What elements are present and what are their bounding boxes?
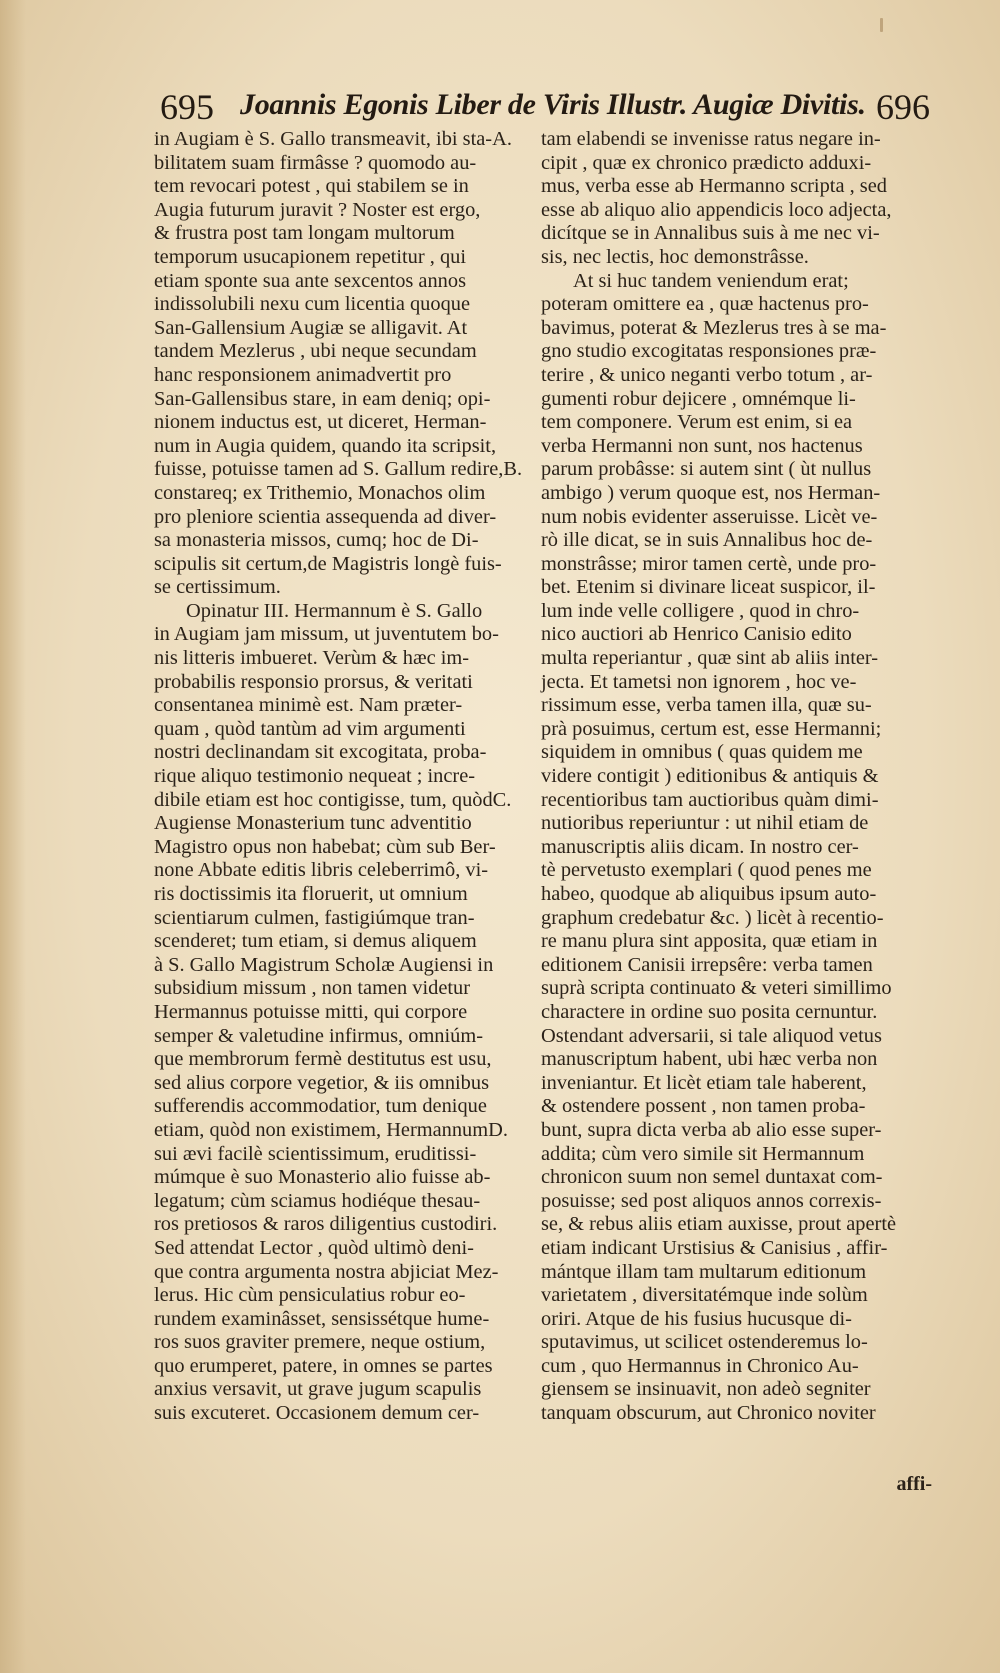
text-line: tanquam obscurum, aut Chronico noviter (541, 1402, 876, 1425)
text-line: bet. Etenim si divinare liceat suspicor, il- (541, 576, 876, 599)
text-line: habeo, quodque ab aliquibus ipsum auto- (541, 883, 877, 905)
text-line: rundem examinâsset, sensissétque hume- (154, 1307, 490, 1330)
text-line: quo erumperet, patere, in omnes se partes (154, 1354, 493, 1377)
text-line: jecta. Et tametsi non ignorem , hoc ve- (541, 670, 857, 693)
right-page-number: 696 (876, 87, 930, 127)
text-line: Augiense Monasterium tunc adventitio (154, 812, 472, 835)
text-line: se, & rebus aliis etiam auxisse, prout apertè (541, 1213, 897, 1236)
text-line: Ostendant adversarii, si tale aliquod vetus (541, 1024, 882, 1047)
text-line: suprà scripta continuato & veteri simillimo (541, 977, 892, 1000)
text-line: scientiarum culmen, fastigiúmque tran- (154, 906, 475, 929)
text-line: pro pleniore scientia assequenda ad diver- (154, 505, 497, 528)
text-line: anxius versavit, ut grave jugum scapulis (154, 1378, 482, 1401)
text-line: nutioribus reperiuntur : ut nihil etiam de (541, 812, 869, 835)
text-line: temporum usucapionem repetitur , qui (154, 245, 467, 268)
text-line: ros pretiosos & raros diligentius custodiri. (154, 1213, 498, 1236)
text-line: nostri declinandam sit excogitata, proba- (154, 741, 487, 764)
text-line: manuscriptum habent, ubi hæc verba non (541, 1048, 878, 1071)
text-line: rissimum esse, verba tamen illa, quæ su- (541, 694, 872, 717)
text-line: San-Gallensium Augiæ se alligavit. At (154, 316, 468, 339)
text-line: re manu plura sint apposita, quæ etiam in (541, 930, 878, 953)
text-line: terire , & unico neganti verbo totum , ar- (541, 363, 873, 386)
text-line: Magistro opus non habebat; cùm sub Ber- (154, 835, 496, 858)
text-line: fuisse, potuisse tamen ad S. Gallum redire,B. (154, 458, 523, 481)
text-line: etiam, quòd non existimem, HermannumD. (154, 1118, 508, 1141)
text-line: nico auctiori ab Henrico Canisio edito (541, 623, 852, 646)
text-line: mántque illam tam multarum editionum (541, 1260, 867, 1283)
text-line: sputavimus, ut scilicet ostenderemus lo- (541, 1331, 868, 1354)
text-line: legatum; cùm sciamus hodiéque thesau- (154, 1189, 481, 1212)
text-line: lum inde velle colligere , quod in chro- (541, 599, 860, 622)
text-line: ambigo ) verum quoque est, nos Herman- (541, 481, 881, 504)
text-line: bavimus, poterat & Mezlerus tres à se ma- (541, 316, 887, 339)
text-line: siquidem in omnibus ( quas quidem me (541, 741, 863, 764)
text-line: giensem se insinuavit, non adeò segniter (541, 1378, 871, 1401)
text-line: nionem inductus est, ut diceret, Herman- (154, 411, 487, 434)
text-line: recentioribus tam auctioribus quàm dimi- (541, 788, 879, 811)
text-line: Opinatur III. Hermannum è S. Gallo (186, 599, 483, 622)
text-line: addita; cùm vero simile sit Hermannum (541, 1142, 865, 1165)
text-line: & ostendere possent , non tamen proba- (541, 1095, 866, 1118)
text-line: semper & valetudine infirmus, omniúm- (154, 1024, 484, 1047)
text-line: San-Gallensibus stare, in eam deniq; opi- (154, 387, 491, 410)
text-line: tem componere. Verum est enim, si ea (541, 411, 853, 434)
text-line: scenderet; tum etiam, si demus aliquem (154, 930, 477, 953)
text-line: inveniantur. Et licèt etiam tale haberent, (541, 1071, 867, 1094)
text-line: sed alius corpore vegetior, & iis omnibus (154, 1071, 490, 1094)
text-line: num nobis evidenter asseruisse. Licèt ve- (541, 505, 878, 528)
text-line: At si huc tandem veniendum erat; (573, 269, 849, 292)
text-line: charactere in ordine suo posita cernuntur. (541, 1000, 878, 1023)
text-line: lerus. Hic cùm pensiculatius robur eo- (154, 1284, 466, 1307)
text-line: parum probâsse: si autem sint ( ùt nullus (541, 458, 872, 481)
text-line: cum , quo Hermannus in Chronico Au- (541, 1354, 859, 1377)
ink-mark (880, 18, 883, 32)
text-line: bilitatem suam firmâsse ? quomodo au- (154, 151, 477, 174)
text-line: varietatem , diversitatémque inde solùm (541, 1284, 868, 1307)
text-line: múmque è suo Monasterio alio fuisse ab- (154, 1166, 491, 1189)
text-line: à S. Gallo Magistrum Scholæ Augiensi in (154, 953, 494, 976)
text-line: scipulis sit certum,de Magistris longè fuis- (154, 552, 502, 575)
text-line: monstrâsse; miror tamen certè, unde pro- (541, 552, 877, 575)
text-line: sa monasteria missos, cumq; hoc de Di- (154, 529, 479, 552)
text-line: none Abbate editis libris celeberrimô, vi- (154, 859, 489, 882)
text-line: tè pervetusto exemplari ( quod penes me (541, 859, 872, 882)
text-line: subsidium missum , non tamen videtur (154, 977, 471, 1000)
text-line: graphum credebatur &c. ) licèt à recentio- (541, 906, 884, 929)
text-line: tandem Mezlerus , ubi neque secundam (154, 340, 477, 363)
text-line: que contra argumenta nostra abjiciat Mez- (154, 1260, 499, 1283)
text-line: chronicon suum non semel duntaxat com- (541, 1166, 883, 1189)
text-line: sufferendis accommodatior, tum denique (154, 1095, 487, 1118)
text-line: tem revocari potest , qui stabilem se in (154, 175, 469, 198)
text-line: editionem Canisii irrepsêre: verba tamen (541, 953, 873, 976)
text-line: gumenti robur dejicere , omnémque li- (541, 387, 856, 410)
text-line: consentanea minimè est. Nam præter- (154, 694, 463, 717)
text-line: etiam indicant Urstisius & Canisius , affir- (541, 1236, 888, 1259)
text-line: in Augiam jam missum, ut juventutem bo- (154, 623, 499, 646)
text-line: num in Augia quidem, quando ita scripsit, (154, 434, 497, 457)
text-line: se certissimum. (154, 576, 281, 599)
catchword: affi- (896, 1473, 932, 1495)
text-line: in Augiam è S. Gallo transmeavit, ibi sta-A. (154, 128, 512, 150)
text-line: rique aliquo testimonio nequeat ; incre- (154, 765, 476, 788)
text-line: gno studio excogitatas responsiones præ- (541, 340, 877, 363)
text-line: verba Hermanni non sunt, nos hactenus (541, 434, 863, 457)
text-line: constareq; ex Trithemio, Monachos olim (154, 481, 486, 504)
text-line: tam elabendi se invenisse ratus negare in- (541, 128, 881, 150)
text-line: nis litteris imbueret. Verùm & hæc im- (154, 647, 470, 670)
text-line: cipit , quæ ex chronico prædicto adduxi- (541, 151, 872, 174)
running-header (160, 82, 930, 130)
running-title: Joannis Egonis Liber de Viris Illustr. Augiæ Divitis. (240, 88, 866, 121)
text-line: Augia futurum juravit ? Noster est ergo, (154, 198, 481, 221)
text-line: dicítque se in Annalibus suis à me nec vi- (541, 222, 880, 245)
text-line: rò ille dicat, se in suis Annalibus hoc de- (541, 529, 873, 552)
text-line: quam , quòd tantùm ad vim argumenti (154, 717, 466, 740)
text-line: indissolubili nexu cum licentia quoque (154, 293, 471, 316)
text-line: Sed attendat Lector , quòd ultimò deni- (154, 1236, 474, 1259)
text-line: esse ab aliquo alio appendicis loco adjecta, (541, 198, 892, 221)
text-line: manuscriptis aliis dicam. In nostro cer- (541, 835, 859, 858)
text-line: sis, nec lectis, hoc demonstrâsse. (541, 245, 809, 268)
text-line: bunt, supra dicta verba ab alio esse super- (541, 1118, 882, 1141)
text-line: & frustra post tam longam multorum (154, 222, 455, 245)
text-line: multa reperiantur , quæ sint ab aliis inter- (541, 647, 879, 670)
text-line: dibile etiam est hoc contigisse, tum, quòdC. (154, 788, 512, 811)
text-line: Hermannus potuisse mitti, qui corpore (154, 1000, 468, 1023)
text-line: oriri. Atque de his fusius hucusque di- (541, 1307, 852, 1330)
text-line: etiam sponte sua ante sexcentos annos (154, 269, 467, 292)
text-line: videre contigit ) editionibus & antiquis & (541, 765, 879, 788)
text-line: prà posuimus, certum est, esse Hermanni; (541, 717, 882, 740)
right-text-column (541, 128, 926, 1426)
text-line: mus, verba esse ab Hermanno scripta , sed (541, 175, 887, 198)
text-line: poteram omittere ea , quæ hactenus pro- (541, 293, 869, 316)
text-line: hanc responsionem animadvertit pro (154, 363, 452, 386)
text-line: ros suos graviter premere, neque ostium, (154, 1331, 486, 1354)
left-text-column (154, 128, 544, 1426)
text-line: posuisse; sed post aliquos annos correxis- (541, 1189, 882, 1212)
text-line: que membrorum fermè destitutus est usu, (154, 1048, 492, 1071)
text-line: probabilis responsio prorsus, & veritati (154, 670, 473, 693)
left-page-number: 695 (160, 87, 214, 127)
text-line: sui ævi facilè scientissimum, eruditissi- (154, 1142, 477, 1165)
text-line: ris doctissimis ita floruerit, ut omnium (154, 883, 468, 905)
text-line: suis excuteret. Occasionem demum cer- (154, 1402, 480, 1425)
